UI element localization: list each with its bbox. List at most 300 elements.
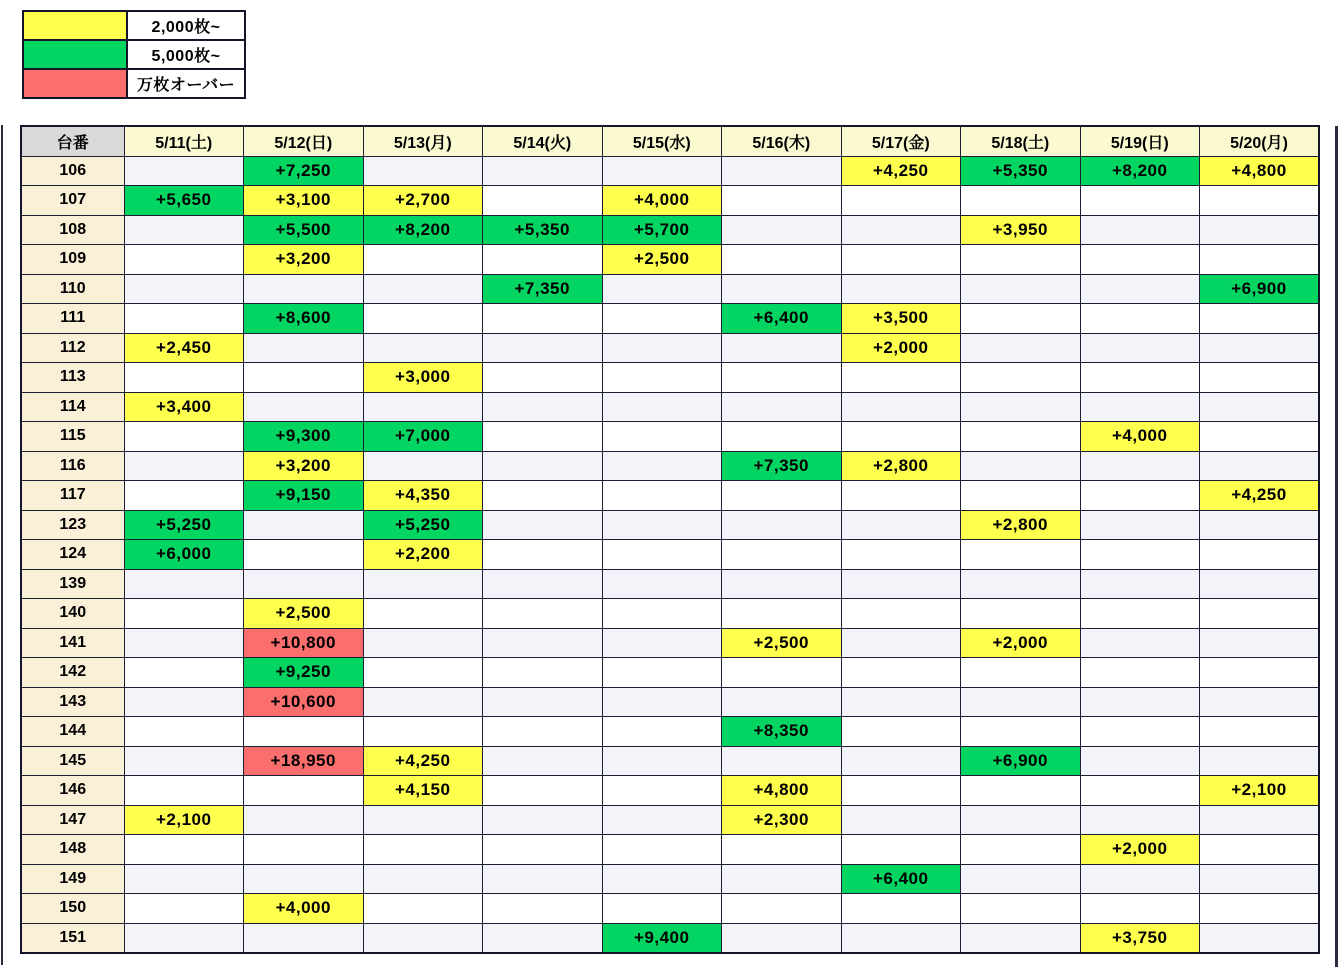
- result-cell: +3,500: [841, 304, 961, 334]
- empty-cell: [1080, 776, 1200, 806]
- empty-cell: [602, 156, 722, 186]
- empty-cell: [124, 422, 244, 452]
- legend-row: [23, 11, 245, 40]
- empty-cell: [602, 687, 722, 717]
- empty-cell: [722, 599, 842, 629]
- machine-number-cell: 111: [21, 304, 124, 334]
- result-cell: +8,600: [244, 304, 364, 334]
- empty-cell: [483, 894, 603, 924]
- empty-cell: [1200, 805, 1320, 835]
- empty-cell: [124, 156, 244, 186]
- result-cell: +10,800: [244, 628, 364, 658]
- result-cell: +6,900: [1200, 274, 1320, 304]
- empty-cell: [483, 658, 603, 688]
- empty-cell: [722, 923, 842, 953]
- date-header-cell: 5/15(水): [602, 126, 722, 156]
- machine-number-cell: 113: [21, 363, 124, 393]
- result-cell: +4,000: [602, 186, 722, 216]
- empty-cell: [1200, 835, 1320, 865]
- empty-cell: [722, 245, 842, 275]
- empty-cell: [244, 864, 364, 894]
- empty-cell: [483, 156, 603, 186]
- empty-cell: [602, 274, 722, 304]
- result-cell: +2,100: [124, 805, 244, 835]
- empty-cell: [722, 658, 842, 688]
- empty-cell: [363, 894, 483, 924]
- machine-number-cell: 109: [21, 245, 124, 275]
- empty-cell: [363, 599, 483, 629]
- empty-cell: [961, 333, 1081, 363]
- empty-cell: [961, 923, 1081, 953]
- empty-cell: [1200, 923, 1320, 953]
- empty-cell: [363, 304, 483, 334]
- empty-cell: [722, 540, 842, 570]
- result-cell: +2,800: [841, 451, 961, 481]
- empty-cell: [124, 864, 244, 894]
- machine-number-cell: 117: [21, 481, 124, 511]
- empty-cell: [244, 274, 364, 304]
- empty-cell: [722, 392, 842, 422]
- table-row: [21, 422, 1319, 452]
- empty-cell: [1080, 451, 1200, 481]
- empty-cell: [1200, 599, 1320, 629]
- result-cell: +4,250: [841, 156, 961, 186]
- empty-cell: [602, 864, 722, 894]
- legend-label-yellow: 2,000枚~: [127, 11, 245, 40]
- empty-cell: [602, 540, 722, 570]
- empty-cell: [1080, 274, 1200, 304]
- empty-cell: [483, 776, 603, 806]
- result-cell: +2,300: [722, 805, 842, 835]
- table-row: [21, 156, 1319, 186]
- table-row: [21, 835, 1319, 865]
- empty-cell: [483, 245, 603, 275]
- empty-cell: [602, 746, 722, 776]
- empty-cell: [841, 687, 961, 717]
- empty-cell: [841, 717, 961, 747]
- machine-number-cell: 146: [21, 776, 124, 806]
- empty-cell: [1080, 628, 1200, 658]
- empty-cell: [961, 776, 1081, 806]
- empty-cell: [483, 304, 603, 334]
- empty-cell: [1080, 658, 1200, 688]
- empty-cell: [124, 923, 244, 953]
- result-cell: +2,000: [841, 333, 961, 363]
- date-header-cell: 5/19(日): [1080, 126, 1200, 156]
- table-row: [21, 776, 1319, 806]
- table-row: [21, 333, 1319, 363]
- result-cell: +5,650: [124, 186, 244, 216]
- empty-cell: [722, 569, 842, 599]
- table-row: [21, 864, 1319, 894]
- empty-cell: [961, 451, 1081, 481]
- empty-cell: [1080, 540, 1200, 570]
- empty-cell: [1080, 245, 1200, 275]
- empty-cell: [244, 363, 364, 393]
- empty-cell: [363, 923, 483, 953]
- result-cell: +5,250: [124, 510, 244, 540]
- machine-number-cell: 110: [21, 274, 124, 304]
- empty-cell: [1200, 304, 1320, 334]
- empty-cell: [602, 894, 722, 924]
- empty-cell: [722, 687, 842, 717]
- results-table: [20, 125, 1320, 954]
- empty-cell: [363, 835, 483, 865]
- date-header-cell: 5/13(月): [363, 126, 483, 156]
- table-row: [21, 186, 1319, 216]
- empty-cell: [841, 805, 961, 835]
- empty-cell: [961, 864, 1081, 894]
- result-cell: +3,000: [363, 363, 483, 393]
- empty-cell: [602, 717, 722, 747]
- result-cell: +4,250: [1200, 481, 1320, 511]
- empty-cell: [124, 363, 244, 393]
- machine-number-cell: 107: [21, 186, 124, 216]
- empty-cell: [602, 451, 722, 481]
- result-cell: +6,400: [722, 304, 842, 334]
- empty-cell: [1200, 215, 1320, 245]
- result-cell: +4,250: [363, 746, 483, 776]
- legend-row: [23, 40, 245, 69]
- result-cell: +9,150: [244, 481, 364, 511]
- empty-cell: [124, 687, 244, 717]
- empty-cell: [483, 540, 603, 570]
- table-row: [21, 599, 1319, 629]
- result-cell: +5,700: [602, 215, 722, 245]
- empty-cell: [124, 717, 244, 747]
- empty-cell: [363, 333, 483, 363]
- empty-cell: [1080, 481, 1200, 511]
- machine-number-cell: 123: [21, 510, 124, 540]
- empty-cell: [483, 333, 603, 363]
- empty-cell: [602, 569, 722, 599]
- legend-table: [22, 10, 246, 99]
- empty-cell: [483, 717, 603, 747]
- result-cell: +3,750: [1080, 923, 1200, 953]
- empty-cell: [841, 274, 961, 304]
- empty-cell: [363, 451, 483, 481]
- date-header-cell: 5/20(月): [1200, 126, 1320, 156]
- empty-cell: [961, 540, 1081, 570]
- empty-cell: [602, 392, 722, 422]
- empty-cell: [602, 835, 722, 865]
- left-cutoff-column-edge: [1, 125, 3, 965]
- empty-cell: [363, 274, 483, 304]
- empty-cell: [1200, 864, 1320, 894]
- empty-cell: [722, 156, 842, 186]
- empty-cell: [722, 215, 842, 245]
- machine-number-cell: 112: [21, 333, 124, 363]
- machine-number-cell: 150: [21, 894, 124, 924]
- result-cell: +4,350: [363, 481, 483, 511]
- empty-cell: [841, 923, 961, 953]
- empty-cell: [961, 599, 1081, 629]
- empty-cell: [722, 510, 842, 540]
- empty-cell: [841, 186, 961, 216]
- empty-cell: [841, 363, 961, 393]
- result-cell: +6,000: [124, 540, 244, 570]
- empty-cell: [602, 628, 722, 658]
- results-table-body: [21, 156, 1319, 953]
- empty-cell: [244, 923, 364, 953]
- empty-cell: [124, 304, 244, 334]
- date-header-cell: 5/11(土): [124, 126, 244, 156]
- result-cell: +2,500: [602, 245, 722, 275]
- result-cell: +2,000: [1080, 835, 1200, 865]
- empty-cell: [483, 864, 603, 894]
- empty-cell: [1200, 687, 1320, 717]
- empty-cell: [602, 304, 722, 334]
- empty-cell: [961, 894, 1081, 924]
- empty-cell: [961, 392, 1081, 422]
- empty-cell: [363, 628, 483, 658]
- empty-cell: [483, 923, 603, 953]
- empty-cell: [244, 392, 364, 422]
- result-cell: +2,800: [961, 510, 1081, 540]
- empty-cell: [124, 481, 244, 511]
- empty-cell: [602, 776, 722, 806]
- empty-cell: [722, 186, 842, 216]
- result-cell: +10,600: [244, 687, 364, 717]
- machine-number-cell: 145: [21, 746, 124, 776]
- empty-cell: [841, 540, 961, 570]
- result-cell: +7,350: [483, 274, 603, 304]
- empty-cell: [722, 894, 842, 924]
- empty-cell: [841, 510, 961, 540]
- empty-cell: [124, 274, 244, 304]
- table-row: [21, 540, 1319, 570]
- machine-number-cell: 124: [21, 540, 124, 570]
- empty-cell: [124, 658, 244, 688]
- empty-cell: [602, 599, 722, 629]
- legend-swatch-yellow: [23, 11, 127, 40]
- empty-cell: [483, 746, 603, 776]
- machine-number-cell: 108: [21, 215, 124, 245]
- empty-cell: [124, 628, 244, 658]
- table-row: [21, 687, 1319, 717]
- empty-cell: [722, 746, 842, 776]
- empty-cell: [1200, 422, 1320, 452]
- legend-swatch-green: [23, 40, 127, 69]
- empty-cell: [1200, 628, 1320, 658]
- empty-cell: [961, 481, 1081, 511]
- result-cell: +2,000: [961, 628, 1081, 658]
- empty-cell: [841, 422, 961, 452]
- empty-cell: [602, 510, 722, 540]
- result-cell: +6,400: [841, 864, 961, 894]
- result-cell: +2,500: [722, 628, 842, 658]
- empty-cell: [722, 274, 842, 304]
- result-cell: +2,450: [124, 333, 244, 363]
- empty-cell: [483, 392, 603, 422]
- result-cell: +4,800: [722, 776, 842, 806]
- empty-cell: [841, 835, 961, 865]
- empty-cell: [244, 569, 364, 599]
- empty-cell: [602, 363, 722, 393]
- table-row: [21, 510, 1319, 540]
- empty-cell: [483, 599, 603, 629]
- empty-cell: [961, 274, 1081, 304]
- empty-cell: [1200, 392, 1320, 422]
- empty-cell: [363, 717, 483, 747]
- result-cell: +2,500: [244, 599, 364, 629]
- empty-cell: [961, 687, 1081, 717]
- empty-cell: [244, 717, 364, 747]
- empty-cell: [244, 333, 364, 363]
- empty-cell: [1080, 186, 1200, 216]
- date-header-cell: 5/14(火): [483, 126, 603, 156]
- result-cell: +5,350: [961, 156, 1081, 186]
- empty-cell: [483, 451, 603, 481]
- empty-cell: [124, 245, 244, 275]
- machine-number-cell: 140: [21, 599, 124, 629]
- result-cell: +5,350: [483, 215, 603, 245]
- empty-cell: [1080, 363, 1200, 393]
- header-row: [21, 126, 1319, 156]
- empty-cell: [244, 540, 364, 570]
- empty-cell: [1200, 540, 1320, 570]
- table-row: [21, 363, 1319, 393]
- result-cell: +2,700: [363, 186, 483, 216]
- empty-cell: [483, 805, 603, 835]
- empty-cell: [961, 245, 1081, 275]
- result-cell: +4,000: [244, 894, 364, 924]
- empty-cell: [841, 481, 961, 511]
- empty-cell: [961, 363, 1081, 393]
- machine-number-cell: 115: [21, 422, 124, 452]
- empty-cell: [1200, 717, 1320, 747]
- empty-cell: [1080, 304, 1200, 334]
- legend-row: [23, 69, 245, 98]
- result-cell: +3,200: [244, 245, 364, 275]
- result-cell: +5,250: [363, 510, 483, 540]
- empty-cell: [1080, 510, 1200, 540]
- empty-cell: [961, 805, 1081, 835]
- date-header-cell: 5/12(日): [244, 126, 364, 156]
- result-cell: +3,100: [244, 186, 364, 216]
- results-table-header: [21, 126, 1319, 156]
- empty-cell: [602, 422, 722, 452]
- empty-cell: [1200, 510, 1320, 540]
- result-cell: +7,350: [722, 451, 842, 481]
- empty-cell: [124, 835, 244, 865]
- empty-cell: [1080, 864, 1200, 894]
- empty-cell: [722, 422, 842, 452]
- machine-number-cell: 148: [21, 835, 124, 865]
- table-row: [21, 451, 1319, 481]
- machine-number-cell: 147: [21, 805, 124, 835]
- empty-cell: [244, 835, 364, 865]
- empty-cell: [1080, 687, 1200, 717]
- empty-cell: [363, 156, 483, 186]
- result-cell: +8,200: [363, 215, 483, 245]
- table-row: [21, 215, 1319, 245]
- date-header-cell: 5/18(土): [961, 126, 1081, 156]
- empty-cell: [1200, 186, 1320, 216]
- empty-cell: [961, 569, 1081, 599]
- result-cell: +5,500: [244, 215, 364, 245]
- empty-cell: [841, 658, 961, 688]
- empty-cell: [1080, 333, 1200, 363]
- empty-cell: [602, 333, 722, 363]
- empty-cell: [961, 658, 1081, 688]
- empty-cell: [363, 864, 483, 894]
- empty-cell: [841, 746, 961, 776]
- empty-cell: [841, 628, 961, 658]
- empty-cell: [841, 392, 961, 422]
- empty-cell: [1200, 569, 1320, 599]
- result-cell: +4,000: [1080, 422, 1200, 452]
- empty-cell: [722, 864, 842, 894]
- result-cell: +4,800: [1200, 156, 1320, 186]
- machine-number-cell: 142: [21, 658, 124, 688]
- result-cell: +2,200: [363, 540, 483, 570]
- legend-label-red: 万枚オーバー: [127, 69, 245, 98]
- legend-label-green: 5,000枚~: [127, 40, 245, 69]
- result-cell: +7,250: [244, 156, 364, 186]
- result-cell: +8,350: [722, 717, 842, 747]
- empty-cell: [961, 835, 1081, 865]
- empty-cell: [841, 569, 961, 599]
- table-row: [21, 569, 1319, 599]
- empty-cell: [124, 894, 244, 924]
- table-row: [21, 805, 1319, 835]
- machine-number-cell: 144: [21, 717, 124, 747]
- empty-cell: [1080, 805, 1200, 835]
- empty-cell: [841, 776, 961, 806]
- empty-cell: [602, 481, 722, 511]
- table-row: [21, 923, 1319, 953]
- empty-cell: [1080, 599, 1200, 629]
- empty-cell: [1080, 746, 1200, 776]
- empty-cell: [363, 392, 483, 422]
- right-cutoff-column-edge: [1335, 126, 1338, 967]
- machine-number-cell: 151: [21, 923, 124, 953]
- table-row: [21, 481, 1319, 511]
- empty-cell: [124, 599, 244, 629]
- empty-cell: [124, 746, 244, 776]
- machine-number-cell: 149: [21, 864, 124, 894]
- table-row: [21, 894, 1319, 924]
- machine-number-cell: 116: [21, 451, 124, 481]
- empty-cell: [722, 333, 842, 363]
- empty-cell: [841, 245, 961, 275]
- empty-cell: [1200, 333, 1320, 363]
- empty-cell: [722, 835, 842, 865]
- result-cell: +3,400: [124, 392, 244, 422]
- empty-cell: [1200, 746, 1320, 776]
- empty-cell: [1080, 717, 1200, 747]
- empty-cell: [244, 776, 364, 806]
- machine-number-cell: 141: [21, 628, 124, 658]
- empty-cell: [841, 599, 961, 629]
- result-cell: +7,000: [363, 422, 483, 452]
- empty-cell: [124, 451, 244, 481]
- result-cell: +9,400: [602, 923, 722, 953]
- empty-cell: [244, 805, 364, 835]
- empty-cell: [124, 215, 244, 245]
- result-cell: +4,150: [363, 776, 483, 806]
- table-row: [21, 628, 1319, 658]
- empty-cell: [124, 569, 244, 599]
- machine-number-cell: 106: [21, 156, 124, 186]
- empty-cell: [961, 422, 1081, 452]
- result-cell: +9,250: [244, 658, 364, 688]
- empty-cell: [483, 628, 603, 658]
- result-cell: +9,300: [244, 422, 364, 452]
- machine-number-cell: 143: [21, 687, 124, 717]
- table-row: [21, 274, 1319, 304]
